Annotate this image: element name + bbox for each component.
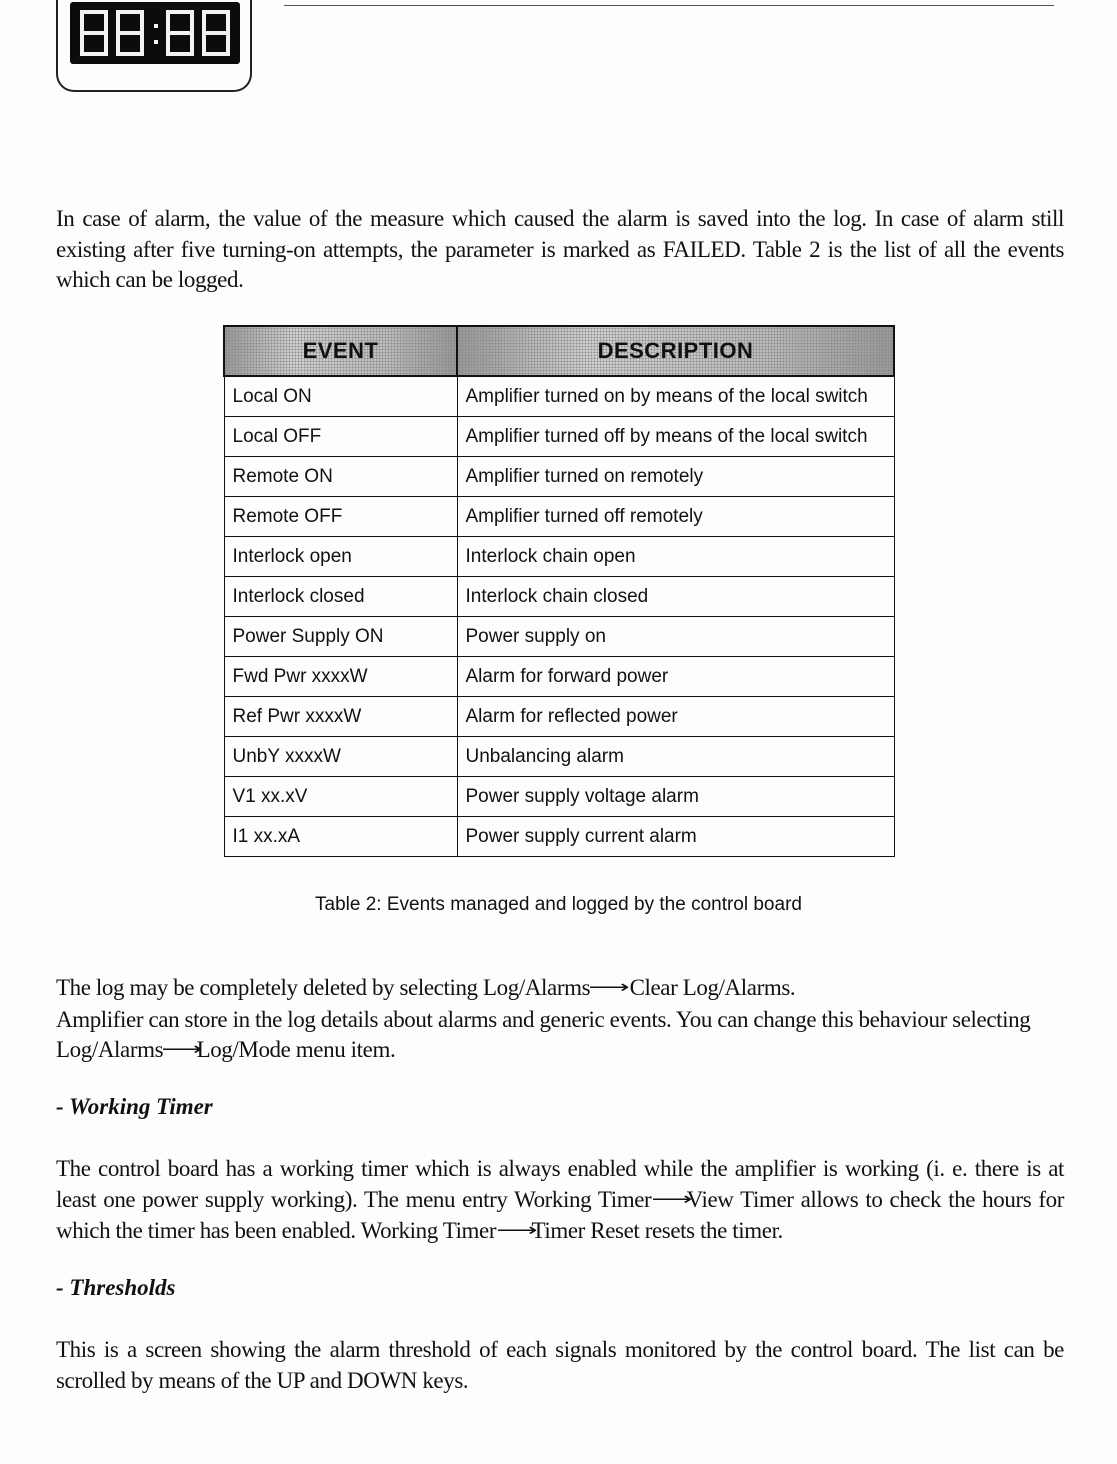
- event-cell: Ref Pwr xxxxW: [224, 697, 457, 737]
- heading-thresholds: - Thresholds: [56, 1275, 176, 1300]
- working-timer-text-3: Timer Reset resets the timer.: [531, 1218, 783, 1243]
- description-cell: Interlock chain open: [457, 537, 894, 577]
- description-cell: Power supply voltage alarm: [457, 777, 894, 817]
- display-segment: [140, 33, 144, 56]
- event-cell: Interlock open: [224, 537, 457, 577]
- table-row: [224, 537, 894, 577]
- display-segment: [202, 10, 206, 33]
- display-segment: [116, 10, 120, 33]
- display-colon-dot: [154, 40, 158, 44]
- table-row: [224, 617, 894, 657]
- arrow-right-icon: ⟶: [496, 1220, 538, 1240]
- description-cell: Amplifier turned on remotely: [457, 457, 894, 497]
- table-row: [224, 817, 894, 857]
- description-cell: Amplifier turned on by means of the local switch: [457, 376, 894, 417]
- table-caption: Table 2: Events managed and logged by the control board: [315, 894, 802, 915]
- events-table: [223, 325, 895, 857]
- display-segment: [202, 33, 206, 56]
- display-segment: [166, 33, 170, 56]
- log-line2: Amplifier can store in the log details about alarms and generic events. You can change this behaviour selecting: [56, 1006, 1031, 1032]
- header-description: DESCRIPTION: [457, 326, 894, 376]
- table-row: [224, 376, 894, 417]
- description-cell: Power supply on: [457, 617, 894, 657]
- description-cell: Alarm for reflected power: [457, 697, 894, 737]
- arrow-right-icon: ⟶: [588, 977, 630, 997]
- display-segment: [226, 33, 230, 56]
- table-row: [224, 577, 894, 617]
- display-segment: [104, 10, 108, 33]
- display-segment: [116, 33, 120, 56]
- table-row: [224, 777, 894, 817]
- event-cell: UnbY xxxxW: [224, 737, 457, 777]
- working-timer-paragraph: [56, 1154, 1064, 1248]
- table-row: [224, 457, 894, 497]
- thresholds-paragraph: This is a screen showing the alarm threshold of each signals monitored by the control board. The list can be scrolled by means of the UP and DOWN keys.: [56, 1337, 1064, 1393]
- display-colon-dot: [154, 24, 158, 28]
- log-line1-a: The log may be completely deleted by selecting Log/Alarms: [56, 975, 591, 1000]
- arrow-right-icon: ⟶: [161, 1039, 203, 1059]
- description-cell: Alarm for forward power: [457, 657, 894, 697]
- display-segment: [80, 10, 84, 33]
- display-segment: [190, 10, 194, 33]
- event-cell: Local OFF: [224, 417, 457, 457]
- event-cell: Remote OFF: [224, 497, 457, 537]
- seven-segment-display-icon: [70, 2, 240, 64]
- table-row: [224, 657, 894, 697]
- display-segment: [140, 10, 144, 33]
- description-cell: Power supply current alarm: [457, 817, 894, 857]
- display-segment: [104, 33, 108, 56]
- display-segment: [80, 33, 84, 56]
- working-timer-text-2: View Timer allows to check the hours for which the timer has been enabled. Working Timer: [56, 1186, 1064, 1243]
- event-cell: Local ON: [224, 376, 457, 417]
- table-row: [224, 497, 894, 537]
- description-cell: Unbalancing alarm: [457, 737, 894, 777]
- event-cell: Remote ON: [224, 457, 457, 497]
- log-line1-b: Clear Log/Alarms.: [629, 975, 796, 1000]
- table-row: [224, 697, 894, 737]
- event-cell: Interlock closed: [224, 577, 457, 617]
- description-cell: Amplifier turned off remotely: [457, 497, 894, 537]
- top-rule: [284, 5, 1054, 6]
- event-cell: Fwd Pwr xxxxW: [224, 657, 457, 697]
- display-segment: [226, 10, 230, 33]
- event-cell: V1 xx.xV: [224, 777, 457, 817]
- arrow-right-icon: ⟶: [651, 1188, 693, 1209]
- log-paragraph: [56, 973, 1064, 1067]
- log-line3-a: Log/Alarms: [56, 1037, 164, 1062]
- event-cell: I1 xx.xA: [224, 817, 457, 857]
- table-header-row: [224, 326, 894, 376]
- intro-paragraph: In case of alarm, the value of the measure which caused the alarm is saved into the log. In case of alarm still existing after five turning-on attempts, the parameter is marked as FAILED. Table 2 is the list of all the events which can be logged.: [56, 206, 1064, 292]
- table-row: [224, 417, 894, 457]
- header-event: EVENT: [224, 326, 457, 376]
- display-segment: [166, 10, 170, 33]
- table-row: [224, 737, 894, 777]
- working-timer-text-1: The control board has a working timer which is always enabled while the amplifier is working (i. e. there is at least one power supply working). The menu entry Working Timer: [56, 1156, 1064, 1212]
- description-cell: Interlock chain closed: [457, 577, 894, 617]
- display-segment: [190, 33, 194, 56]
- event-cell: Power Supply ON: [224, 617, 457, 657]
- description-cell: Amplifier turned off by means of the local switch: [457, 417, 894, 457]
- log-line3-b: Log/Mode menu item.: [196, 1037, 396, 1062]
- heading-working-timer: - Working Timer: [56, 1094, 213, 1119]
